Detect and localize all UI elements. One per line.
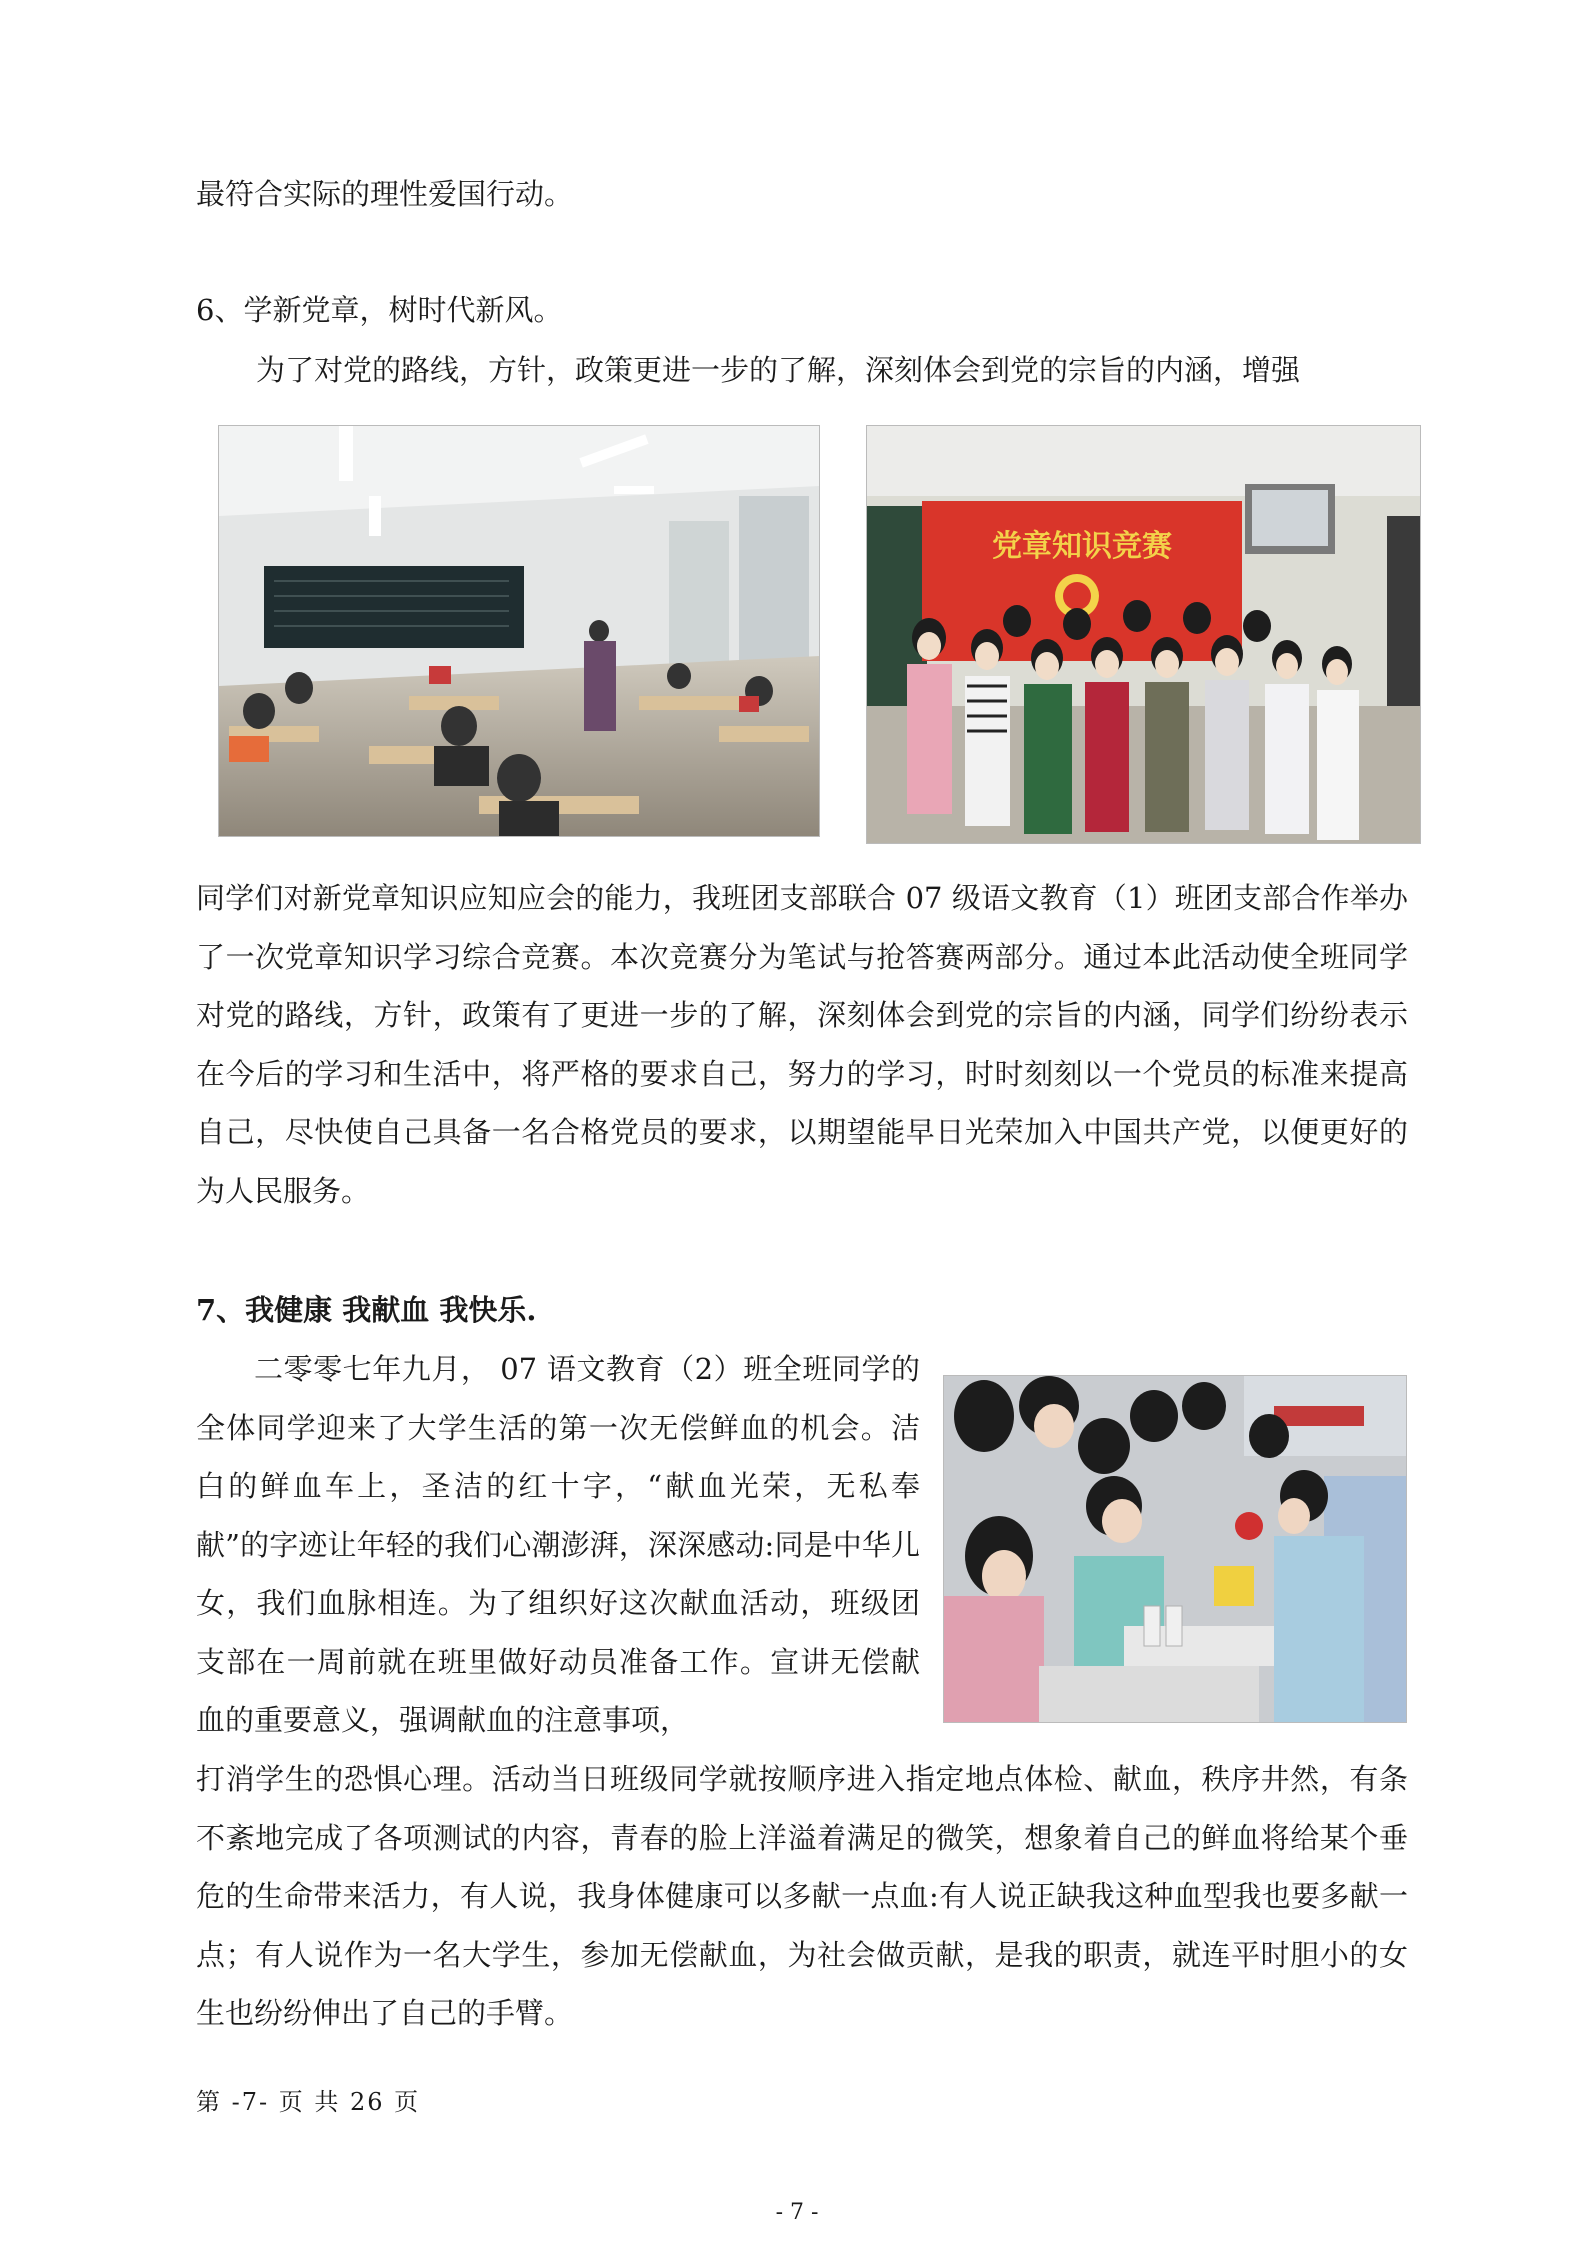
exam-classroom-photo xyxy=(218,425,820,837)
competition-group-photo xyxy=(866,425,1421,844)
section-6-first-line: 为了对党的路线，方针，政策更进一步的了解，深刻体会到党的宗旨的内涵，增强 xyxy=(256,353,1301,387)
blood-donation-photo xyxy=(943,1375,1407,1723)
page-info: 第 -7- 页 共 26 页 xyxy=(196,2088,421,2116)
banner-title: 党章知识竞赛 xyxy=(992,529,1172,564)
page-number: - 7 - xyxy=(775,2200,819,2225)
section-6-heading: 6、学新党章，树时代新风。 xyxy=(196,293,563,327)
section-6-body: 同学们对新党章知识应知应会的能力，我班团支部联合 07 级语文教育（1）班团支部合作举办了一次党章知识学习综合竞赛。本次竞赛分为笔试与抢答赛两部分。通过本此活动使全班同学对党的路线，方针，政策有了更进一步的了解，深刻体会到党的宗旨的内涵，同学们纷纷表示在今后的学习和生活中，将严格的要求自己，努力的学习，时时刻刻以一个党员的标准来提高自己，尽快使自己具备一名合格党员的要求，以期望能早日光荣加入中国共产党，以便更好的为人民服务。 xyxy=(196,881,1408,1208)
section-7-body: 打消学生的恐惧心理。活动当日班级同学就按顺序进入指定地点体检、献血，秩序井然，有条不紊地完成了各项测试的内容，青春的脸上洋溢着满足的微笑，想象着自己的鲜血将给某个垂危的生命带来活力，有人说，我身体健康可以多献一点血:有人说正缺我这种血型我也要多献一点；有人说作为一名大学生，参加无偿献血，为社会做贡献，是我的职责，就连平时胆小的女生也纷纷伸出了自己的手臂。 xyxy=(196,1762,1408,2030)
intro-last-line: 最符合实际的理性爱国行动。 xyxy=(196,177,574,211)
section-7-body-beside-photo: 二零零七年九月， 07 语文教育（2）班全班同学的全体同学迎来了大学生活的第一次无偿鲜血的机会。洁白的鲜血车上，圣洁的红十字，“献血光荣，无私奉献”的字迹让年轻的我们心潮澎湃，深深感动:同是中华儿女，我们血脉相连。为了组织好这次献血活动，班级团支部在一周前就在班里做好动员准备工作。宣讲无偿献血的重要意义，强调献血的注意事项， xyxy=(196,1352,920,1737)
section-7-heading: 7、我健康 我献血 我快乐. xyxy=(196,1293,537,1327)
